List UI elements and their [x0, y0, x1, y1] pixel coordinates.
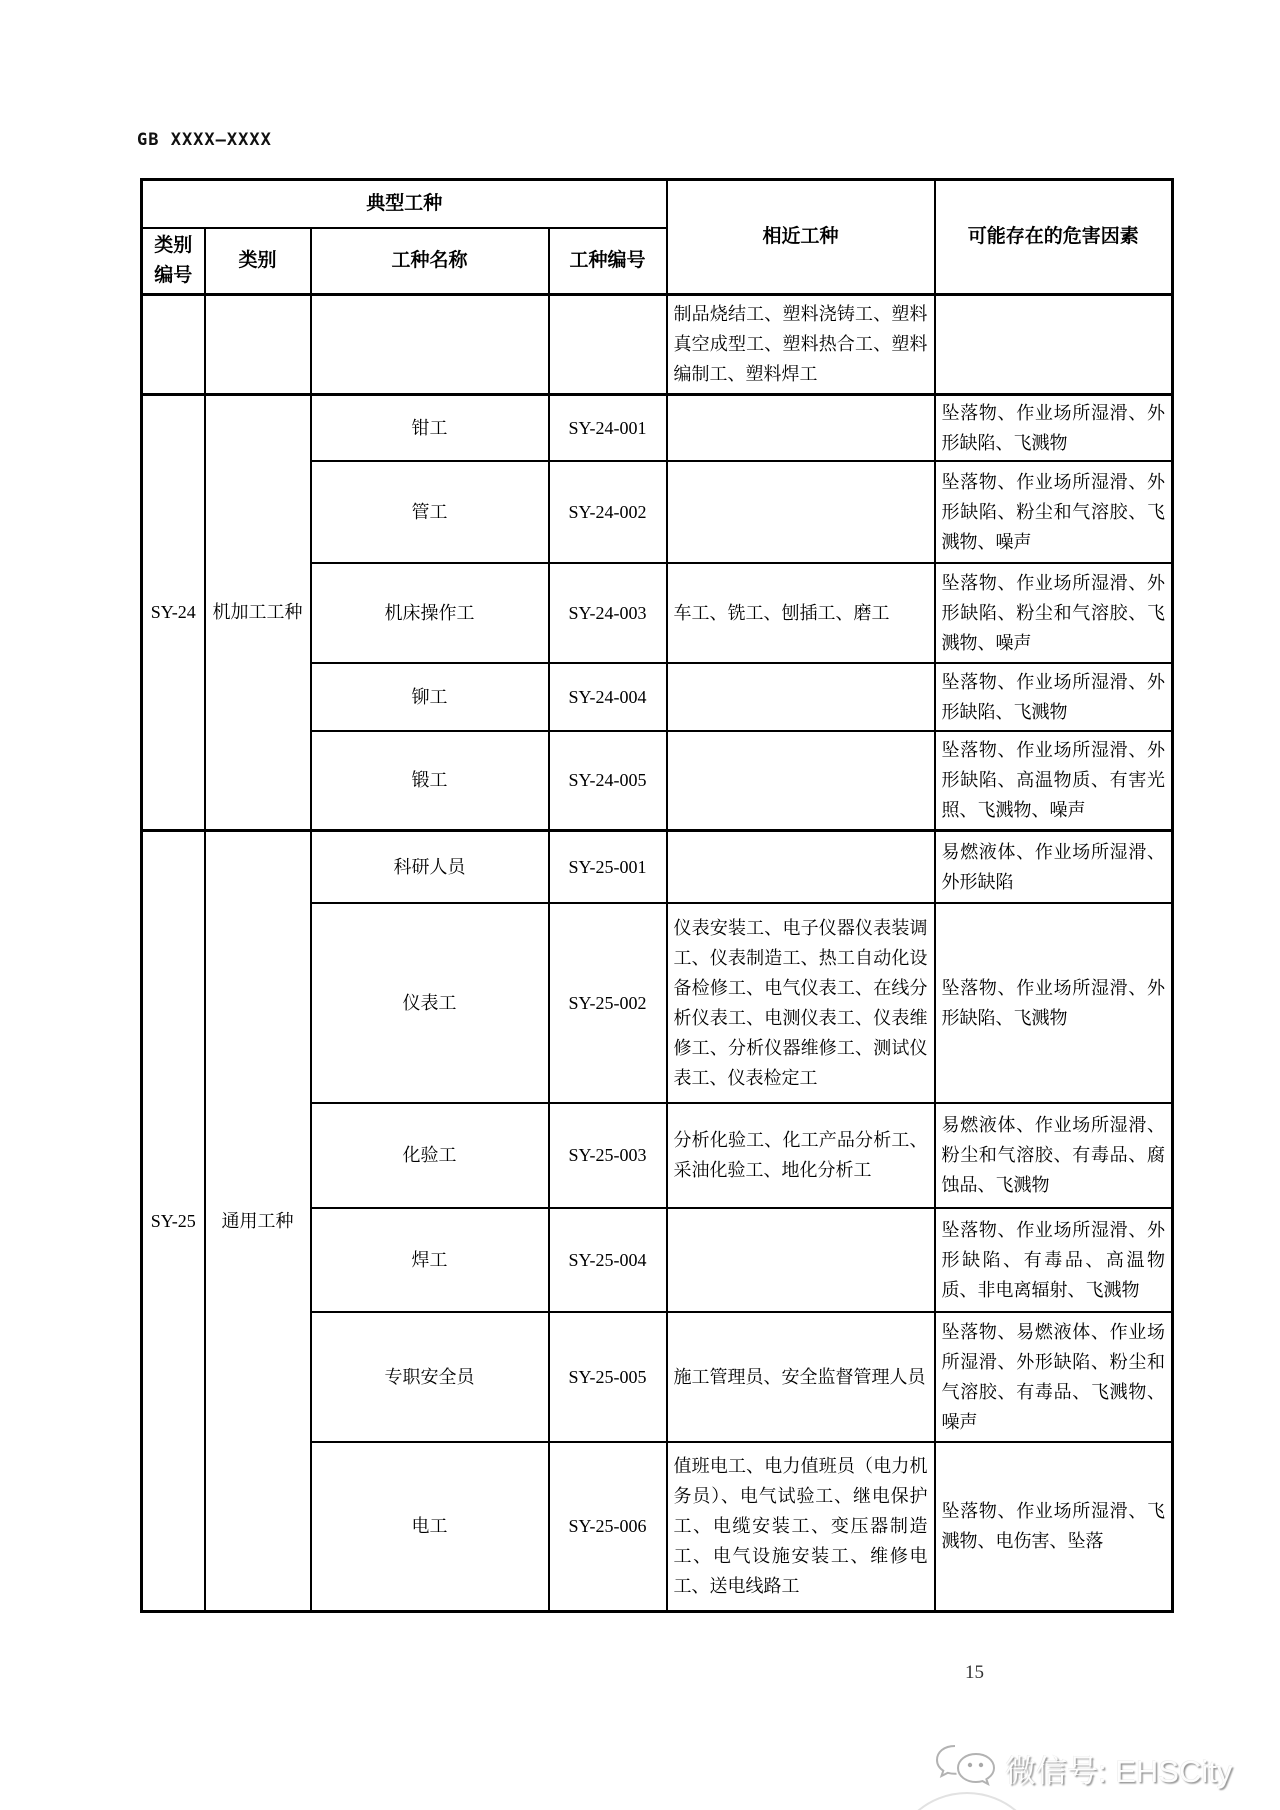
category-cell: 机加工工种 [205, 394, 311, 831]
job-no-cell: SY-24-003 [549, 563, 667, 663]
job-no-cell: SY-24-004 [549, 663, 667, 731]
job-name-cell: 钳工 [311, 394, 549, 461]
job-name-cell: 管工 [311, 461, 549, 563]
header-similar-jobs: 相近工种 [667, 180, 935, 295]
header-typical-jobs: 典型工种 [142, 180, 667, 228]
doc-code: GB XXXX—XXXX [137, 130, 272, 150]
similar-jobs-cell [667, 731, 935, 831]
job-name-cell: 铆工 [311, 663, 549, 731]
hazards-cell [935, 294, 1173, 394]
similar-jobs-cell [667, 831, 935, 903]
job-no-cell: SY-25-005 [549, 1312, 667, 1442]
table-row-continuation [142, 294, 1173, 394]
hazards-cell: 坠落物、作业场所湿滑、外形缺陷、粉尘和气溶胶、飞溅物、噪声 [935, 461, 1173, 563]
similar-jobs-cell: 分析化验工、化工产品分析工、采油化验工、地化分析工 [667, 1103, 935, 1208]
job-name-cell: 锻工 [311, 731, 549, 831]
watermark [935, 1740, 1232, 1797]
category-cell: 通用工种 [205, 831, 311, 1612]
job-no-cell: SY-25-004 [549, 1208, 667, 1312]
hazards-cell: 坠落物、作业场所湿滑、外形缺陷、粉尘和气溶胶、飞溅物、噪声 [935, 563, 1173, 663]
category-cell [205, 294, 311, 394]
job-name-cell: 焊工 [311, 1208, 549, 1312]
category-no-cell: SY-24 [142, 394, 205, 831]
header-job-no: 工种编号 [549, 228, 667, 295]
header-job-name: 工种名称 [311, 228, 549, 295]
similar-jobs-cell: 制品烧结工、塑料浇铸工、塑料真空成型工、塑料热合工、塑料编制工、塑料焊工 [667, 294, 935, 394]
job-name-cell: 仪表工 [311, 903, 549, 1103]
category-no-cell: SY-25 [142, 831, 205, 1612]
job-name-cell: 机床操作工 [311, 563, 549, 663]
job-no-cell: SY-25-003 [549, 1103, 667, 1208]
hazards-cell: 坠落物、作业场所湿滑、飞溅物、电伤害、坠落 [935, 1442, 1173, 1612]
header-row-group [142, 180, 1173, 228]
hazards-cell: 坠落物、作业场所湿滑、外形缺陷、高温物质、有害光照、飞溅物、噪声 [935, 731, 1173, 831]
wechat-icon [935, 1740, 997, 1797]
hazards-cell: 坠落物、作业场所湿滑、外形缺陷、有毒品、高温物质、非电离辐射、飞溅物 [935, 1208, 1173, 1312]
header-hazards: 可能存在的危害因素 [935, 180, 1173, 295]
similar-jobs-cell [667, 663, 935, 731]
similar-jobs-cell [667, 461, 935, 563]
job-name-cell: 专职安全员 [311, 1312, 549, 1442]
watermark-text: 微信号: EHSCity [1005, 1754, 1233, 1789]
page-number: 15 [965, 1662, 984, 1683]
similar-jobs-cell: 施工管理员、安全监督管理人员 [667, 1312, 935, 1442]
job-no-cell: SY-25-006 [549, 1442, 667, 1612]
job-no-cell: SY-24-001 [549, 394, 667, 461]
hazards-cell: 坠落物、作业场所湿滑、外形缺陷、飞溅物 [935, 394, 1173, 461]
table-row [142, 831, 1173, 903]
similar-jobs-cell: 仪表安装工、电子仪器仪表装调工、仪表制造工、热工自动化设备检修工、电气仪表工、在线分析仪表工、电测仪表工、仪表维修工、分析仪器维修工、测试仪表工、仪表检定工 [667, 903, 935, 1103]
job-no-cell: SY-25-002 [549, 903, 667, 1103]
jobs-hazards-table [140, 178, 1174, 1613]
category-no-cell [142, 294, 205, 394]
hazards-cell: 坠落物、作业场所湿滑、外形缺陷、飞溅物 [935, 903, 1173, 1103]
hazards-cell: 坠落物、作业场所湿滑、外形缺陷、飞溅物 [935, 663, 1173, 731]
job-name-cell: 科研人员 [311, 831, 549, 903]
job-no-cell: SY-24-002 [549, 461, 667, 563]
header-category-no: 类别编号 [142, 228, 205, 295]
table-row [142, 394, 1173, 461]
job-name-cell: 电工 [311, 1442, 549, 1612]
hazards-cell: 易燃液体、作业场所湿滑、外形缺陷 [935, 831, 1173, 903]
similar-jobs-cell [667, 1208, 935, 1312]
job-no-cell: SY-24-005 [549, 731, 667, 831]
hazards-cell: 坠落物、易燃液体、作业场所湿滑、外形缺陷、粉尘和气溶胶、有毒品、飞溅物、噪声 [935, 1312, 1173, 1442]
header-category: 类别 [205, 228, 311, 295]
similar-jobs-cell [667, 394, 935, 461]
similar-jobs-cell: 值班电工、电力值班员（电力机务员）、电气试验工、继电保护工、电缆安装工、变压器制造工、电气设施安装工、维修电工、送电线路工 [667, 1442, 935, 1612]
job-no-cell [549, 294, 667, 394]
job-name-cell: 化验工 [311, 1103, 549, 1208]
job-no-cell: SY-25-001 [549, 831, 667, 903]
similar-jobs-cell: 车工、铣工、刨插工、磨工 [667, 563, 935, 663]
job-name-cell [311, 294, 549, 394]
hazards-cell: 易燃液体、作业场所湿滑、粉尘和气溶胶、有毒品、腐蚀品、飞溅物 [935, 1103, 1173, 1208]
